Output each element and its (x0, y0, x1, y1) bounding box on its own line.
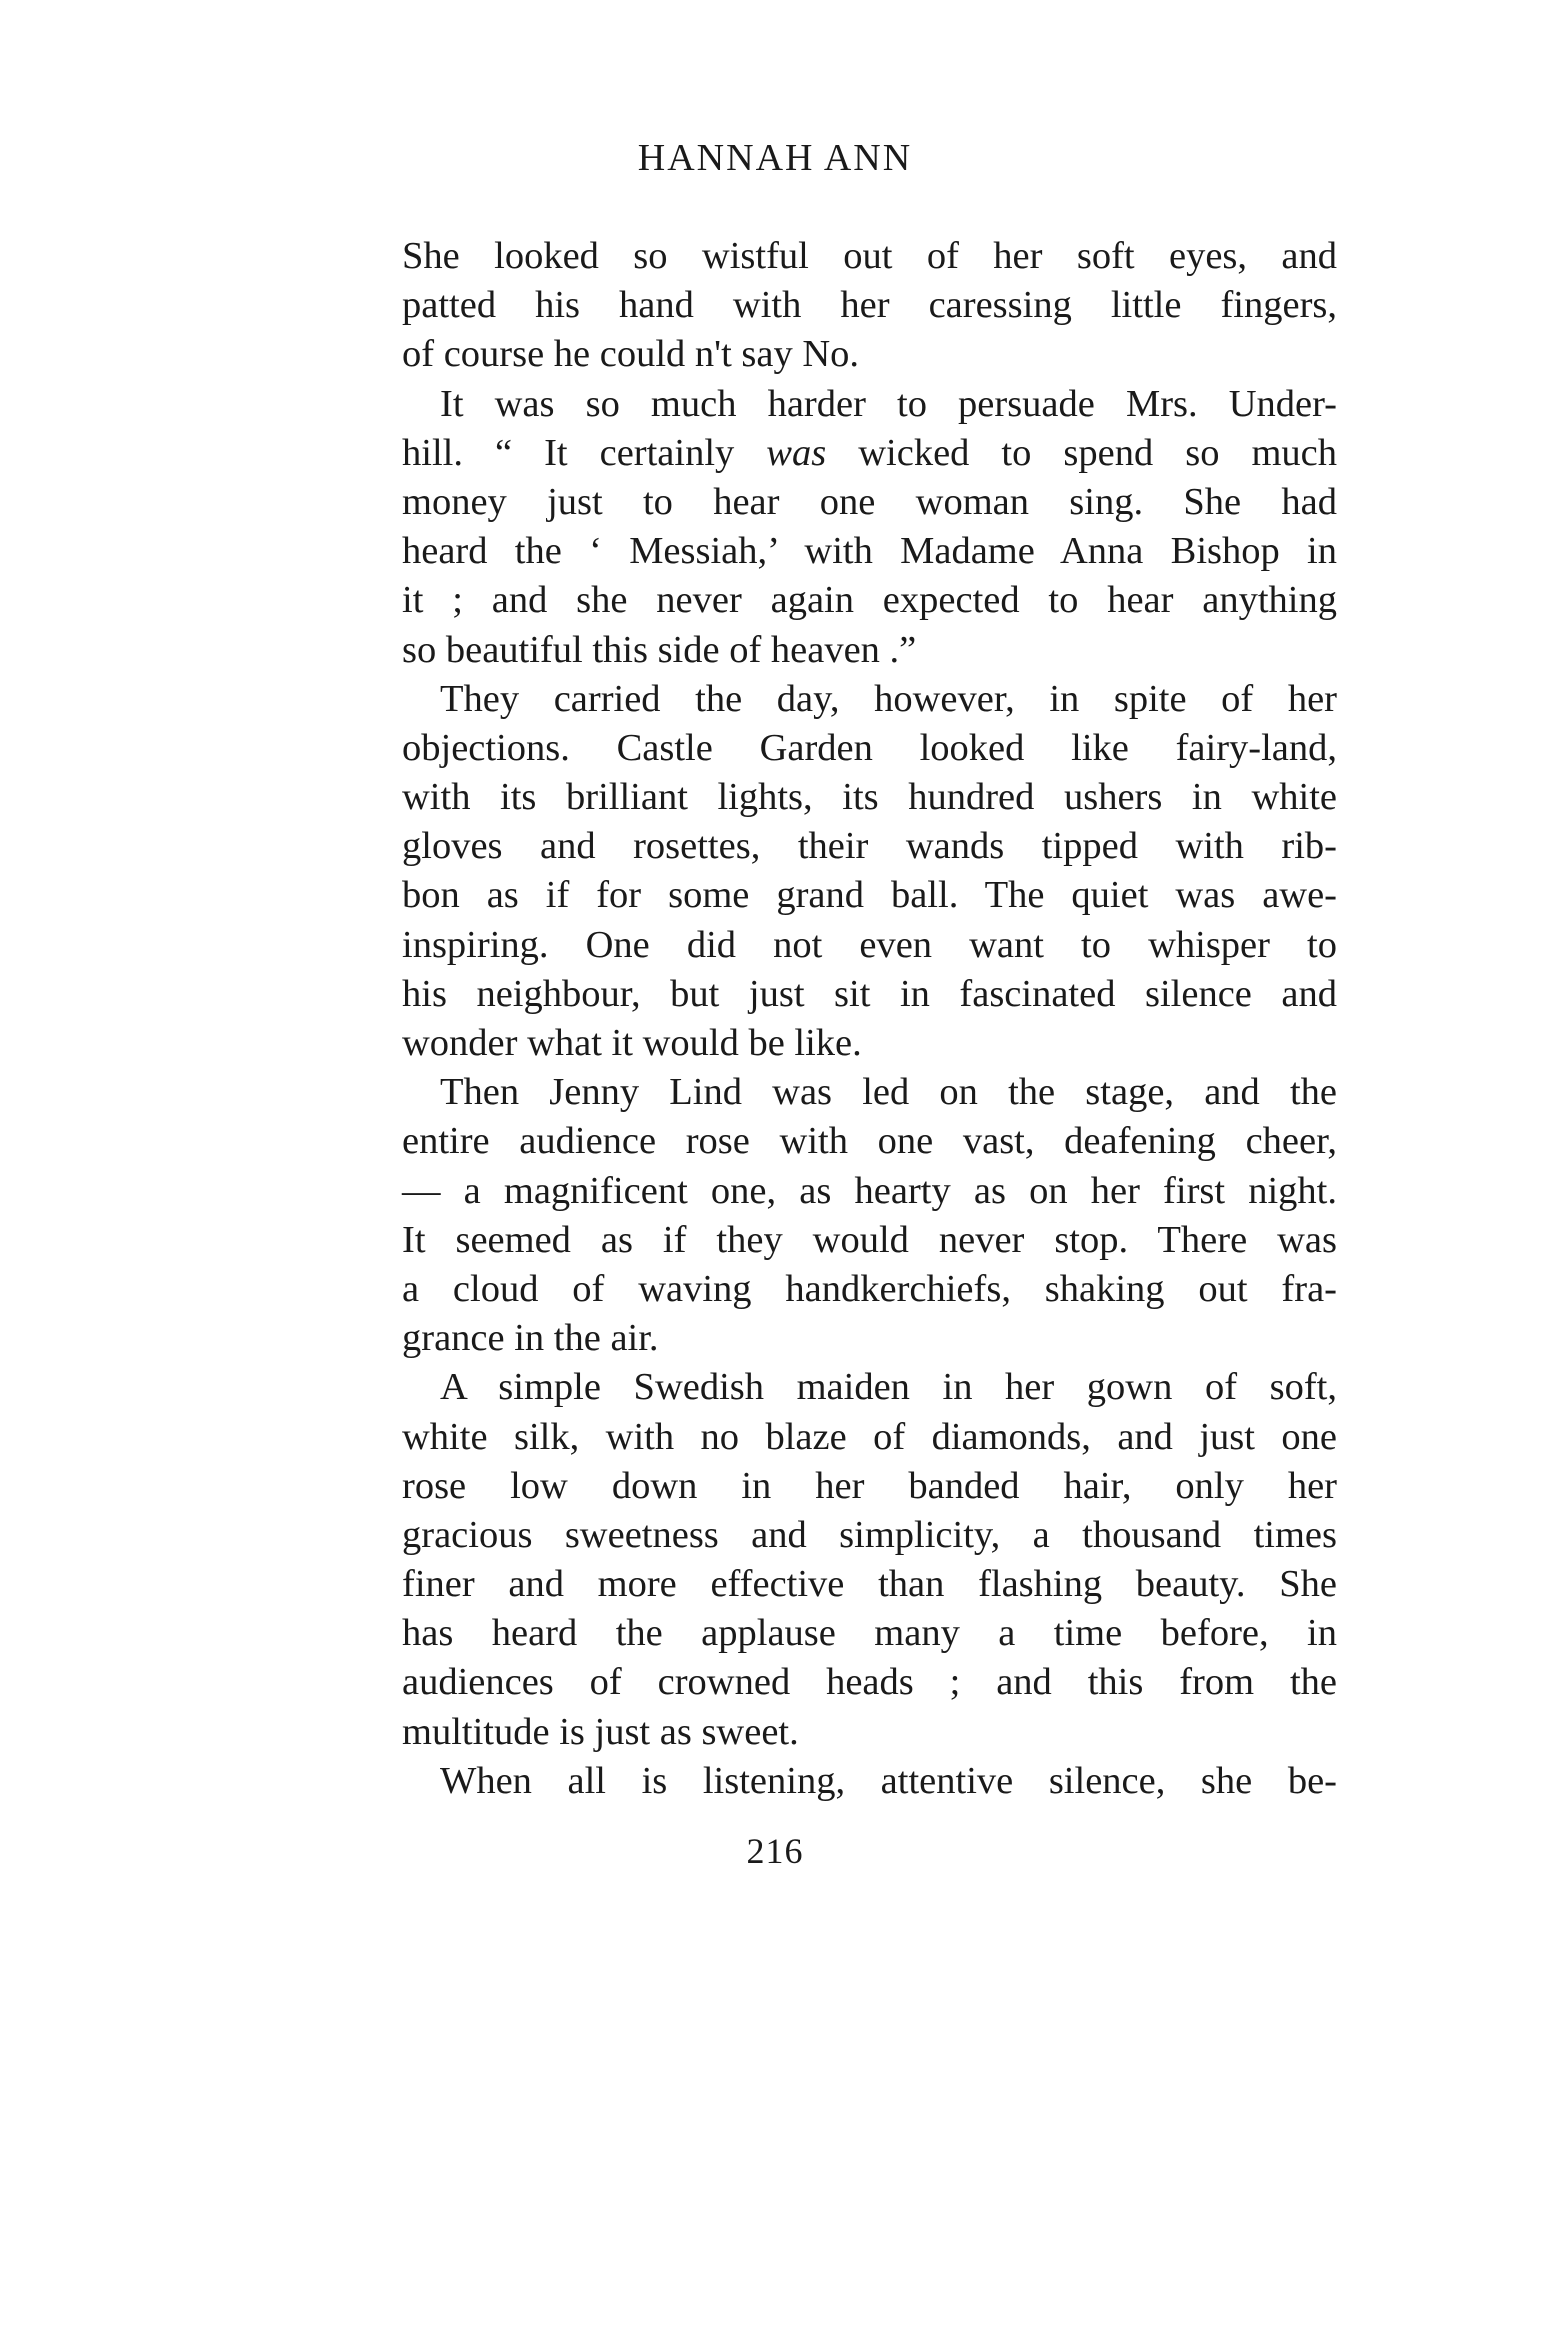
text-line: of course he could n't say No. (402, 333, 860, 376)
text-line: entire audience rose with one vast, deafening cheer, (402, 1120, 1337, 1163)
emphasis-word: was (766, 431, 827, 474)
text-line: rose low down in her banded hair, only her (402, 1464, 1337, 1507)
text-line: It was so much harder to persuade Mrs. Under- (440, 382, 1337, 425)
body-text (402, 232, 1337, 1806)
text-line: so beautiful this side of heaven .” (402, 628, 917, 671)
text-line: with its brilliant lights, its hundred ushers in white (402, 776, 1337, 819)
text-run: hill. “ It certainly (402, 431, 767, 474)
text-line: patted his hand with her caressing little fingers, (402, 284, 1337, 327)
text-line: She looked so wistful out of her soft eyes, and (402, 235, 1337, 277)
text-line: it ; and she never again expected to hear anything (402, 579, 1337, 622)
text-line: finer and more effective than flashing beauty. She (402, 1563, 1337, 1606)
text-line: objections. Castle Garden looked like fairy-land, (402, 726, 1337, 769)
text-line: It seemed as if they would never stop. There was (402, 1218, 1337, 1261)
text-line: audiences of crowned heads ; and this from the (402, 1661, 1337, 1704)
text-line: white silk, with no blaze of diamonds, and just one (402, 1415, 1337, 1458)
text-line: They carried the day, however, in spite of her (440, 677, 1337, 720)
text-line: heard the ‘ Messiah,’ with Madame Anna Bishop in (402, 530, 1337, 573)
text-line (402, 429, 1337, 478)
paragraph-4 (402, 1068, 1337, 1363)
text-line: inspiring. One did not even want to whisper to (402, 923, 1337, 966)
text-line: a cloud of waving handkerchiefs, shaking out fra- (402, 1267, 1337, 1310)
page-number: 216 (746, 1831, 804, 1871)
text-line: — a magnificent one, as hearty as on her first night. (402, 1169, 1337, 1212)
text-run: wicked to spend so much (826, 431, 1337, 474)
text-line: gracious sweetness and simplicity, a thousand times (402, 1513, 1337, 1556)
text-line: has heard the applause many a time before, in (402, 1612, 1337, 1655)
text-line: grance in the air. (402, 1317, 659, 1360)
paragraph-6 (402, 1757, 1337, 1806)
running-head: HANNAH ANN (637, 137, 913, 179)
paragraph-1 (402, 232, 1337, 380)
text-line: bon as if for some grand ball. The quiet was awe- (402, 874, 1337, 917)
text-line: gloves and rosettes, their wands tipped with rib- (402, 825, 1337, 868)
text-line: Then Jenny Lind was led on the stage, and the (440, 1071, 1337, 1114)
paragraph-5 (402, 1363, 1337, 1757)
paragraph-2 (402, 380, 1337, 675)
text-line: money just to hear one woman sing. She had (402, 480, 1337, 523)
text-line: A simple Swedish maiden in her gown of soft, (440, 1366, 1337, 1409)
text-line: his neighbour, but just sit in fascinated silence and (402, 972, 1337, 1015)
text-line: multitude is just as sweet. (402, 1710, 799, 1753)
text-line: When all is listening, attentive silence, she be- (440, 1759, 1337, 1802)
text-line: wonder what it would be like. (402, 1022, 862, 1064)
paragraph-3 (402, 675, 1337, 1069)
